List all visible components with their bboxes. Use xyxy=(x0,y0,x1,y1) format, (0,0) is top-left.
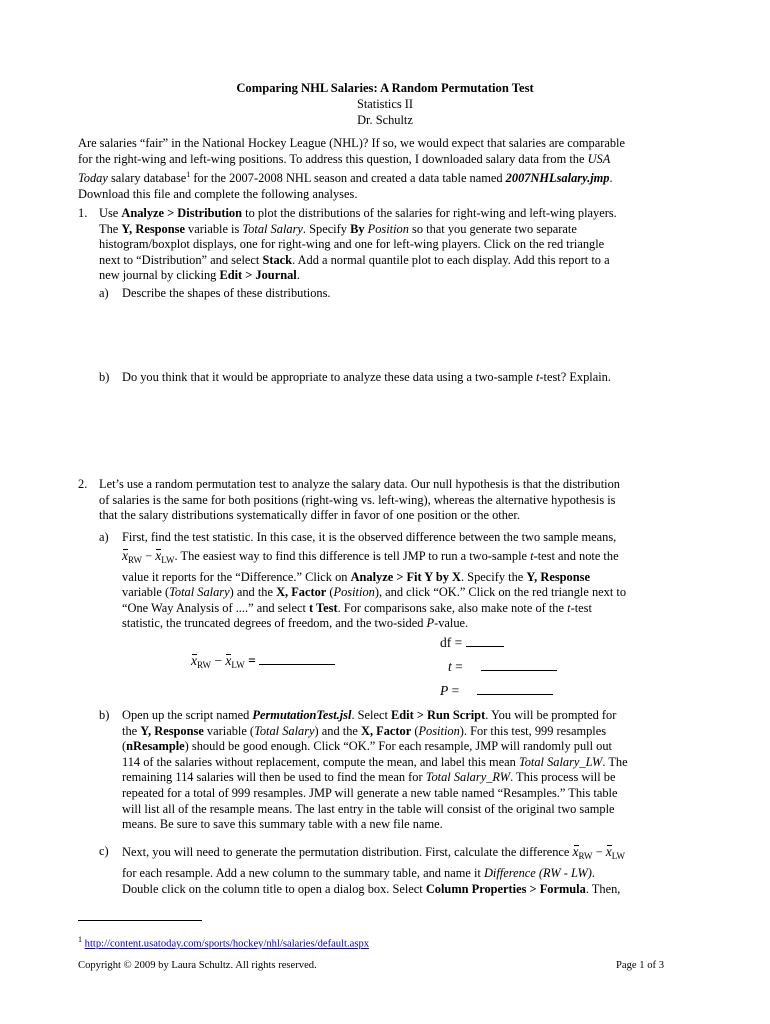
script-file-name: PermutationTest.jsl xyxy=(252,708,352,722)
question-line xyxy=(122,585,700,601)
t-blank[interactable] xyxy=(481,670,557,671)
q-text: -test? Explain. xyxy=(539,370,611,384)
x-bar-symbol: x xyxy=(155,547,162,563)
p-label: P xyxy=(440,683,449,698)
italic-term: Total Salary xyxy=(169,585,230,600)
q-text: . The easiest way to find this difference is tell JMP to run a two-sample xyxy=(174,548,531,563)
minus-sign: − xyxy=(142,548,156,563)
menu-path: Edit > Run Script xyxy=(391,708,486,722)
footnote-link[interactable]: http://content.usatoday.com/sports/hockey/nhl/salaries/default.aspx xyxy=(84,938,370,950)
df-blank[interactable] xyxy=(466,646,504,647)
question-line: histogram/boxplot displays, one for right-wing and one for left-wing players. Click on the red triangle xyxy=(99,237,605,252)
q-text: ) should be good enough. Click “OK.” For each resample, JMP will randomly pull out xyxy=(184,739,612,754)
question-line xyxy=(122,866,700,882)
bold-term: Y, Response xyxy=(121,221,185,236)
q-text: to plot the distributions of the salaries for right-wing and left-wing players. xyxy=(242,206,617,220)
intro-line xyxy=(78,152,698,168)
q-text: ( xyxy=(411,723,419,738)
bold-term: X, Factor xyxy=(276,585,327,600)
bold-term: By xyxy=(350,221,365,236)
difference-blank[interactable] xyxy=(259,664,335,665)
q-text: the xyxy=(122,723,141,738)
q-text: . xyxy=(296,268,300,283)
q-text: statistic, the truncated degrees of freedom, and the two-sided xyxy=(122,616,427,631)
q-text: 114 of the salaries without replacement, compute the mean, and label this mean xyxy=(122,754,519,769)
q-text: ) and the xyxy=(229,585,277,600)
footnote xyxy=(78,932,369,952)
df-answer xyxy=(440,635,504,651)
intro-text: Today xyxy=(78,171,108,186)
q-text: ), and click “OK.” Click on the red triangle next to xyxy=(374,585,627,600)
sub-question-label: b) xyxy=(99,370,110,384)
intro-line xyxy=(78,167,698,187)
q-text: . This process will be xyxy=(510,770,616,785)
document-header xyxy=(0,80,770,128)
question-line xyxy=(122,724,700,740)
equals-sign: = xyxy=(244,653,260,668)
difference-answer xyxy=(191,653,335,674)
subscript: LW xyxy=(161,554,175,565)
q-text: Do you think that it would be appropriate to analyze these data using a two-sample xyxy=(122,370,536,384)
q-text: . For comparisons sake, also make note of the xyxy=(337,600,568,615)
df-label: df = xyxy=(440,635,466,650)
q-text: . xyxy=(591,866,595,880)
q-text: Next, you will need to generate the permutation distribution. First, calculate the difference xyxy=(122,845,573,859)
copyright-notice: Copyright © 2009 by Laura Schultz. All rights reserved. xyxy=(78,960,317,971)
minus-sign: − xyxy=(211,653,226,668)
question-number: 1. xyxy=(78,206,88,220)
question-line: Let’s use a random permutation test to analyze the salary data. Our null hypothesis is that the distribution xyxy=(99,477,620,491)
question-line xyxy=(99,206,699,222)
q-text: variable is xyxy=(184,221,243,236)
q-text: variable ( xyxy=(203,723,255,738)
italic-term: t xyxy=(535,370,540,384)
question-line: means. Be sure to save this summary table with a new file name. xyxy=(122,817,443,832)
italic-term: Position xyxy=(333,585,375,600)
q-text: . Specify xyxy=(302,221,351,236)
q-text: . Then, xyxy=(585,881,621,896)
q-text: value it reports for the “Difference.” Click on xyxy=(122,569,351,584)
question-line xyxy=(122,844,700,864)
subscript: RW xyxy=(578,851,593,861)
sub-question-2b xyxy=(122,708,700,833)
t-label: t xyxy=(448,659,452,674)
bold-term: Stack xyxy=(262,252,293,267)
sub-question-1a: Describe the shapes of these distributions. xyxy=(122,286,331,300)
q-text: . Add a normal quantile plot to each display. Add this report to a xyxy=(292,252,610,267)
q-text: Open up the script named xyxy=(122,708,253,722)
question-line: will list all of the resample means. The last entry in the table will consist of the original two sample xyxy=(122,801,615,816)
italic-term: P xyxy=(426,616,435,631)
subscript: RW xyxy=(197,660,212,670)
footnote-mark: 1 xyxy=(78,935,82,944)
q-text: -test and note the xyxy=(533,548,619,563)
subscript: LW xyxy=(611,851,626,861)
italic-term: t xyxy=(567,600,571,615)
menu-path: Edit > Journal xyxy=(219,268,297,283)
q-text: for each resample. Add a new column to the summary table, and name it xyxy=(122,866,484,880)
sub-question-2c xyxy=(122,844,700,897)
italic-term: Position xyxy=(418,723,460,738)
question-line: repeated for a total of 999 resamples. JMP will generate a new table named “Resamples.” This table xyxy=(122,785,618,800)
subscript: LW xyxy=(231,660,245,670)
italic-term: Total Salary xyxy=(254,723,315,738)
q-text: ) and the xyxy=(314,723,361,738)
question-line xyxy=(122,739,700,755)
course-name: Statistics II xyxy=(356,97,414,111)
q-text: . Specify the xyxy=(460,569,527,584)
q-text: . You will be prompted for xyxy=(485,708,617,722)
bold-term: t Test xyxy=(309,600,338,615)
bold-term: Y, Response xyxy=(140,723,204,738)
p-answer xyxy=(440,683,553,699)
question-line xyxy=(122,548,700,568)
question-line xyxy=(122,570,700,586)
italic-term: t xyxy=(530,548,534,563)
t-answer xyxy=(448,659,557,675)
question-line xyxy=(122,601,700,617)
q-text: Double click on the column title to open a dialog box. Select xyxy=(122,881,426,896)
question-number: 2. xyxy=(78,477,88,491)
equals-sign: = xyxy=(448,683,460,698)
question-line xyxy=(122,616,700,632)
menu-path: Column Properties > Formula xyxy=(425,881,586,896)
sub-question-label: c) xyxy=(99,844,109,858)
q-text: new journal by clicking xyxy=(99,268,220,283)
sub-question-label: a) xyxy=(99,286,109,300)
x-bar-symbol: x xyxy=(605,844,612,859)
q-text: Use xyxy=(99,206,122,220)
intro-text: USA xyxy=(587,151,611,166)
italic-term: Position xyxy=(367,221,409,236)
equals-sign: = xyxy=(451,659,463,674)
sub-question-2a xyxy=(122,530,700,632)
bold-term: Y, Response xyxy=(526,569,590,584)
page-number: Page 1 of 3 xyxy=(616,960,664,971)
sub-question-label: b) xyxy=(99,708,110,722)
x-bar-symbol: x xyxy=(191,653,197,668)
q-text: -test xyxy=(570,600,592,615)
question-line xyxy=(122,770,700,786)
intro-line: Download this file and complete the following analyses. xyxy=(78,186,358,201)
q-text: . Select xyxy=(351,708,392,722)
question-line: First, find the test statistic. In this case, it is the observed difference between the two sample means, xyxy=(122,530,617,544)
subscript: RW xyxy=(128,554,143,565)
footnote-divider xyxy=(78,920,202,921)
q-text: The xyxy=(99,221,122,236)
q-text: -value. xyxy=(434,616,469,631)
q-text: . The xyxy=(602,754,628,769)
intro-text: . xyxy=(609,171,613,186)
question-line xyxy=(122,755,700,771)
question-2 xyxy=(99,477,699,524)
data-file-name: 2007NHLsalary.jmp xyxy=(505,171,610,186)
q-text: ). For this test, 999 resamples xyxy=(459,723,607,738)
q-text: “One Way Analysis of ....” and select xyxy=(122,600,309,615)
instructor-name: Dr. Schultz xyxy=(357,113,413,127)
menu-path: Analyze > Fit Y by X xyxy=(350,569,461,584)
x-bar-symbol: x xyxy=(225,653,232,668)
q-text: variable ( xyxy=(122,585,170,600)
intro-text: for the 2007-2008 NHL season and created a data table named xyxy=(190,171,506,186)
question-line: that the salary distributions systematically differ in favor of one position or the other. xyxy=(99,508,520,523)
question-line xyxy=(122,882,700,898)
sub-question-label: a) xyxy=(99,530,109,544)
question-line xyxy=(99,268,699,284)
menu-path: Analyze > Distribution xyxy=(121,206,243,220)
question-line xyxy=(99,253,699,269)
x-bar-symbol: x xyxy=(572,844,579,859)
italic-term: Total Salary xyxy=(242,221,303,236)
q-text: remaining 114 salaries will then be used to find the mean for xyxy=(122,770,426,785)
footnote-reference: 1 xyxy=(186,170,191,180)
italic-term: Total Salary_RW xyxy=(425,770,511,785)
p-blank[interactable] xyxy=(477,694,553,695)
q-text: ( xyxy=(326,585,334,600)
italic-term: Total Salary_LW xyxy=(518,754,603,769)
q-text: next to “Distribution” and select xyxy=(99,252,263,267)
bold-term: nResample xyxy=(126,739,185,754)
intro-paragraph xyxy=(78,136,698,203)
intro-text: for the right-wing and left-wing positions. To address this question, I downloaded salary data from the xyxy=(78,151,588,166)
q-text: ( xyxy=(122,739,127,754)
italic-term: Difference (RW - LW) xyxy=(483,866,592,880)
question-line xyxy=(99,222,699,238)
q-text: so that you generate two separate xyxy=(408,221,577,236)
bold-term: X, Factor xyxy=(361,723,412,738)
question-1 xyxy=(99,206,699,284)
document-title: Comparing NHL Salaries: A Random Permutation Test xyxy=(236,81,534,95)
question-line: of salaries is the same for both positions (right-wing vs. left-wing), whereas the alternative hypothesis is xyxy=(99,492,616,507)
intro-text: salary database xyxy=(107,171,187,186)
intro-line: Are salaries “fair” in the National Hockey League (NHL)? If so, we would expect that salaries are comparable xyxy=(78,136,626,150)
sub-question-1b xyxy=(122,370,700,386)
minus-sign: − xyxy=(592,845,606,859)
question-line xyxy=(122,708,700,724)
x-bar-symbol: x xyxy=(122,547,128,563)
